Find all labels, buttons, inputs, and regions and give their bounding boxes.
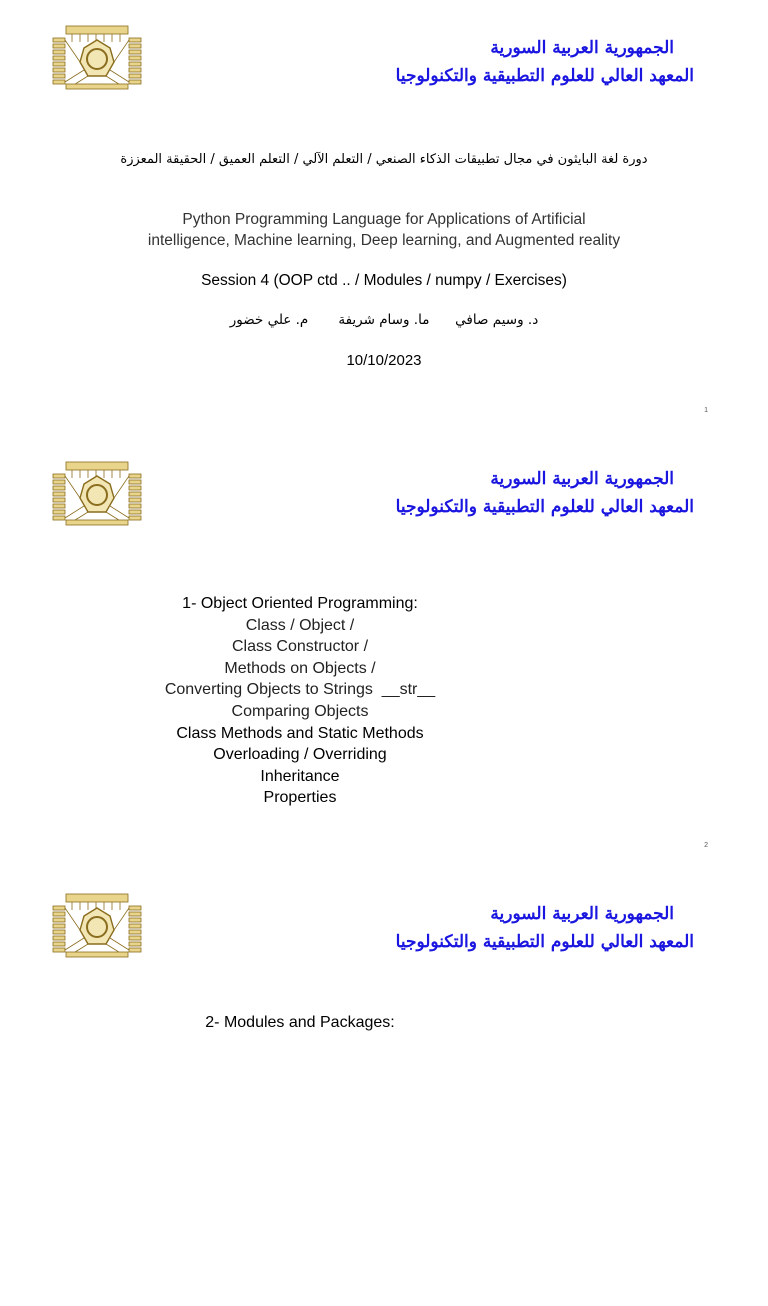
page-number: 2 (704, 842, 708, 849)
list-item: Overloading / Overriding (213, 746, 387, 764)
institution-header (396, 465, 694, 521)
list-item: Class Methods and Static Methods (176, 724, 424, 742)
header-institute: المعهد العالي للعلوم التطبيقية والتكنولوجيا (395, 932, 694, 952)
course-title-english-line2: intelligence, Machine learning, Deep learning, and Augmented reality (147, 232, 621, 249)
session-date: 10/10/2023 (346, 352, 422, 369)
section-heading: 1- Object Oriented Programming: (182, 595, 418, 612)
topics-list (0, 593, 600, 809)
list-item: Methods on Objects / (224, 659, 376, 677)
list-item: Comparing Objects (231, 702, 369, 720)
course-title-arabic: دورة لغة البايثون في مجال تطبيقات الذكاء الصنعي / التعلم الآلي / التعلم العميق / الحقيقة المعززة (120, 152, 648, 167)
header-institute: المعهد العالي للعلوم التطبيقية والتكنولوجيا (395, 66, 694, 86)
topics-list (0, 1012, 600, 1034)
section-heading: 2- Modules and Packages: (205, 1014, 395, 1031)
header-country: الجمهورية العربية السورية (490, 38, 674, 58)
session-title: Session 4 (OOP ctd .. / Modules / numpy / Exercises) (201, 272, 567, 289)
slide-1 (0, 0, 768, 432)
institution-header (396, 34, 694, 90)
list-item: Inheritance (260, 767, 340, 785)
institution-header (396, 900, 694, 956)
authors-arabic: د. وسيم صافي ما. وسام شريفة م. علي خضور (229, 312, 539, 328)
page-number: 1 (704, 407, 708, 414)
header-institute: المعهد العالي للعلوم التطبيقية والتكنولوجيا (395, 497, 694, 517)
institute-logo-icon (52, 460, 142, 526)
header-country: الجمهورية العربية السورية (490, 469, 674, 489)
list-item: Class Constructor / (231, 638, 369, 656)
slide-2 (0, 437, 768, 869)
institute-logo-icon (52, 24, 142, 90)
list-item: Properties (263, 789, 337, 807)
course-title-english-line1: Python Programming Language for Applications of Artificial (182, 211, 586, 228)
list-item: Class / Object / (245, 616, 355, 634)
slide-3 (0, 874, 768, 1306)
header-country: الجمهورية العربية السورية (490, 904, 674, 924)
institute-logo-icon (52, 892, 142, 958)
list-item: Converting Objects to Strings __str__ (164, 681, 436, 699)
